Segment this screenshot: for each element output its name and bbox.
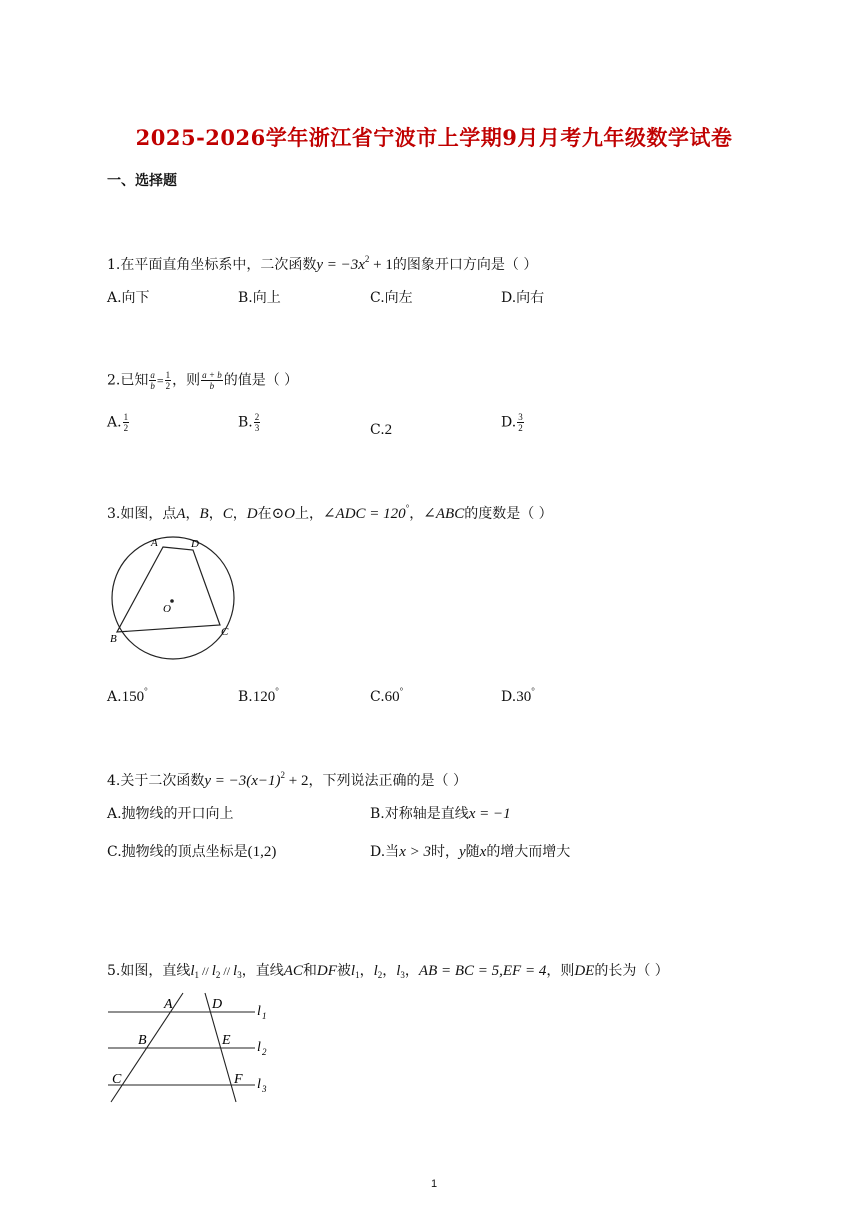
question-1-math: y = −3x [316,257,365,273]
question-2-prefix: 2.已知 [107,372,149,389]
q2-option-b-fraction: $\frac{2}{3}$ [254,412,260,433]
q2-option-a: A. $\frac{1}{2}$ [107,412,129,433]
circle-symbol: ⊙ [271,506,285,522]
question-2-suffix: 的值是（ ） [223,372,299,389]
page-title: 2025-2026学年浙江省宁波市上学期9月月考九年级数学试卷 [135,125,733,150]
q2-fraction-one-half: $\frac{1}{2}$ [165,370,171,391]
label-l3: l [257,1077,261,1092]
label-l1-sub: 1 [262,1011,267,1021]
label-o: O [163,603,171,615]
question-1-suffix: 的图象开口方向是（ ） [392,257,538,273]
q2-option-d-fraction: $\frac{3}{2}$ [518,412,523,433]
question-1-math-tail: + 1 [369,257,393,273]
quadrilateral-abcd [117,547,220,632]
label-c: C [221,626,229,638]
q4-option-a: A.抛物线的开口向上 [107,806,234,822]
q3-option-a: A.150° [107,686,148,705]
label-a: A [151,537,158,549]
label-b: B [110,633,117,645]
q3-option-c: C.60° [370,686,404,705]
q1-option-c: C.向左 [370,290,413,306]
q3-circle-figure [105,533,245,663]
q1-option-a: A.向下 [107,290,150,306]
q3-option-b: B.120° [238,686,279,705]
q2-fraction-a-over-b: $\frac{a}{b}$ [150,370,155,391]
page-number: 1 [430,1178,438,1190]
label-d: D [191,538,199,550]
question-3: 3.如图，点A，B，C，D在⊙O上，∠ADC = 120°，∠ABC的度数是（ ） [107,503,553,522]
label-f: F [234,1072,243,1087]
q2-equals: = [156,373,164,388]
q2-option-a-fraction: $\frac{1}{2}$ [123,412,129,433]
label-b: B [138,1033,147,1048]
label-l1: l [257,1004,261,1019]
q2-fraction-a-plus-b-over-b: $\frac{a + b}{b}$ [202,370,222,391]
label-l2: l [257,1040,261,1055]
q2-option-d: D. $\frac{3}{2}$ [501,412,523,433]
question-2 [107,370,298,391]
label-a: A [164,997,173,1012]
question-1-prefix: 1.在平面直角坐标系中，二次函数 [107,257,317,273]
question-1 [107,249,537,275]
q5-parallel-lines-figure [105,990,280,1105]
question-5: 5.如图，直线$l_1 // l_2 // l_3$，直线AC和DF被$l_1$，$l_2$，$l_3$，AB = BC = 5,EF = 4，则DE的长为（ ） [107,963,669,980]
q1-option-d: D.向右 [501,290,545,306]
question-4: 4.关于二次函数$y = -3(x-1)^2 + 2$，下列说法正确的是（ ） [107,770,467,789]
q4-option-b: B.对称轴是直线x = −1 [370,806,511,822]
q4-option-d: D.当x > 3时，y随x的增大而增大 [370,844,571,860]
label-e: E [222,1033,231,1048]
label-l2-sub: 2 [262,1047,267,1057]
section-heading: 一、选择题 [107,173,177,189]
question-2-mid: ，则 [172,372,201,389]
q2-option-b: B. $\frac{2}{3}$ [238,412,260,433]
question-1-exp: 2 [364,254,370,264]
circle-o [112,537,234,659]
label-l3-sub: 3 [262,1084,267,1094]
q2-option-c: C.2 [370,422,393,438]
label-d: D [212,997,223,1012]
q3-option-d: D.30° [501,686,535,705]
label-c: C [112,1072,122,1087]
q4-option-c: C.抛物线的顶点坐标是(1,2) [107,844,277,860]
q1-option-b: B.向上 [238,290,281,306]
